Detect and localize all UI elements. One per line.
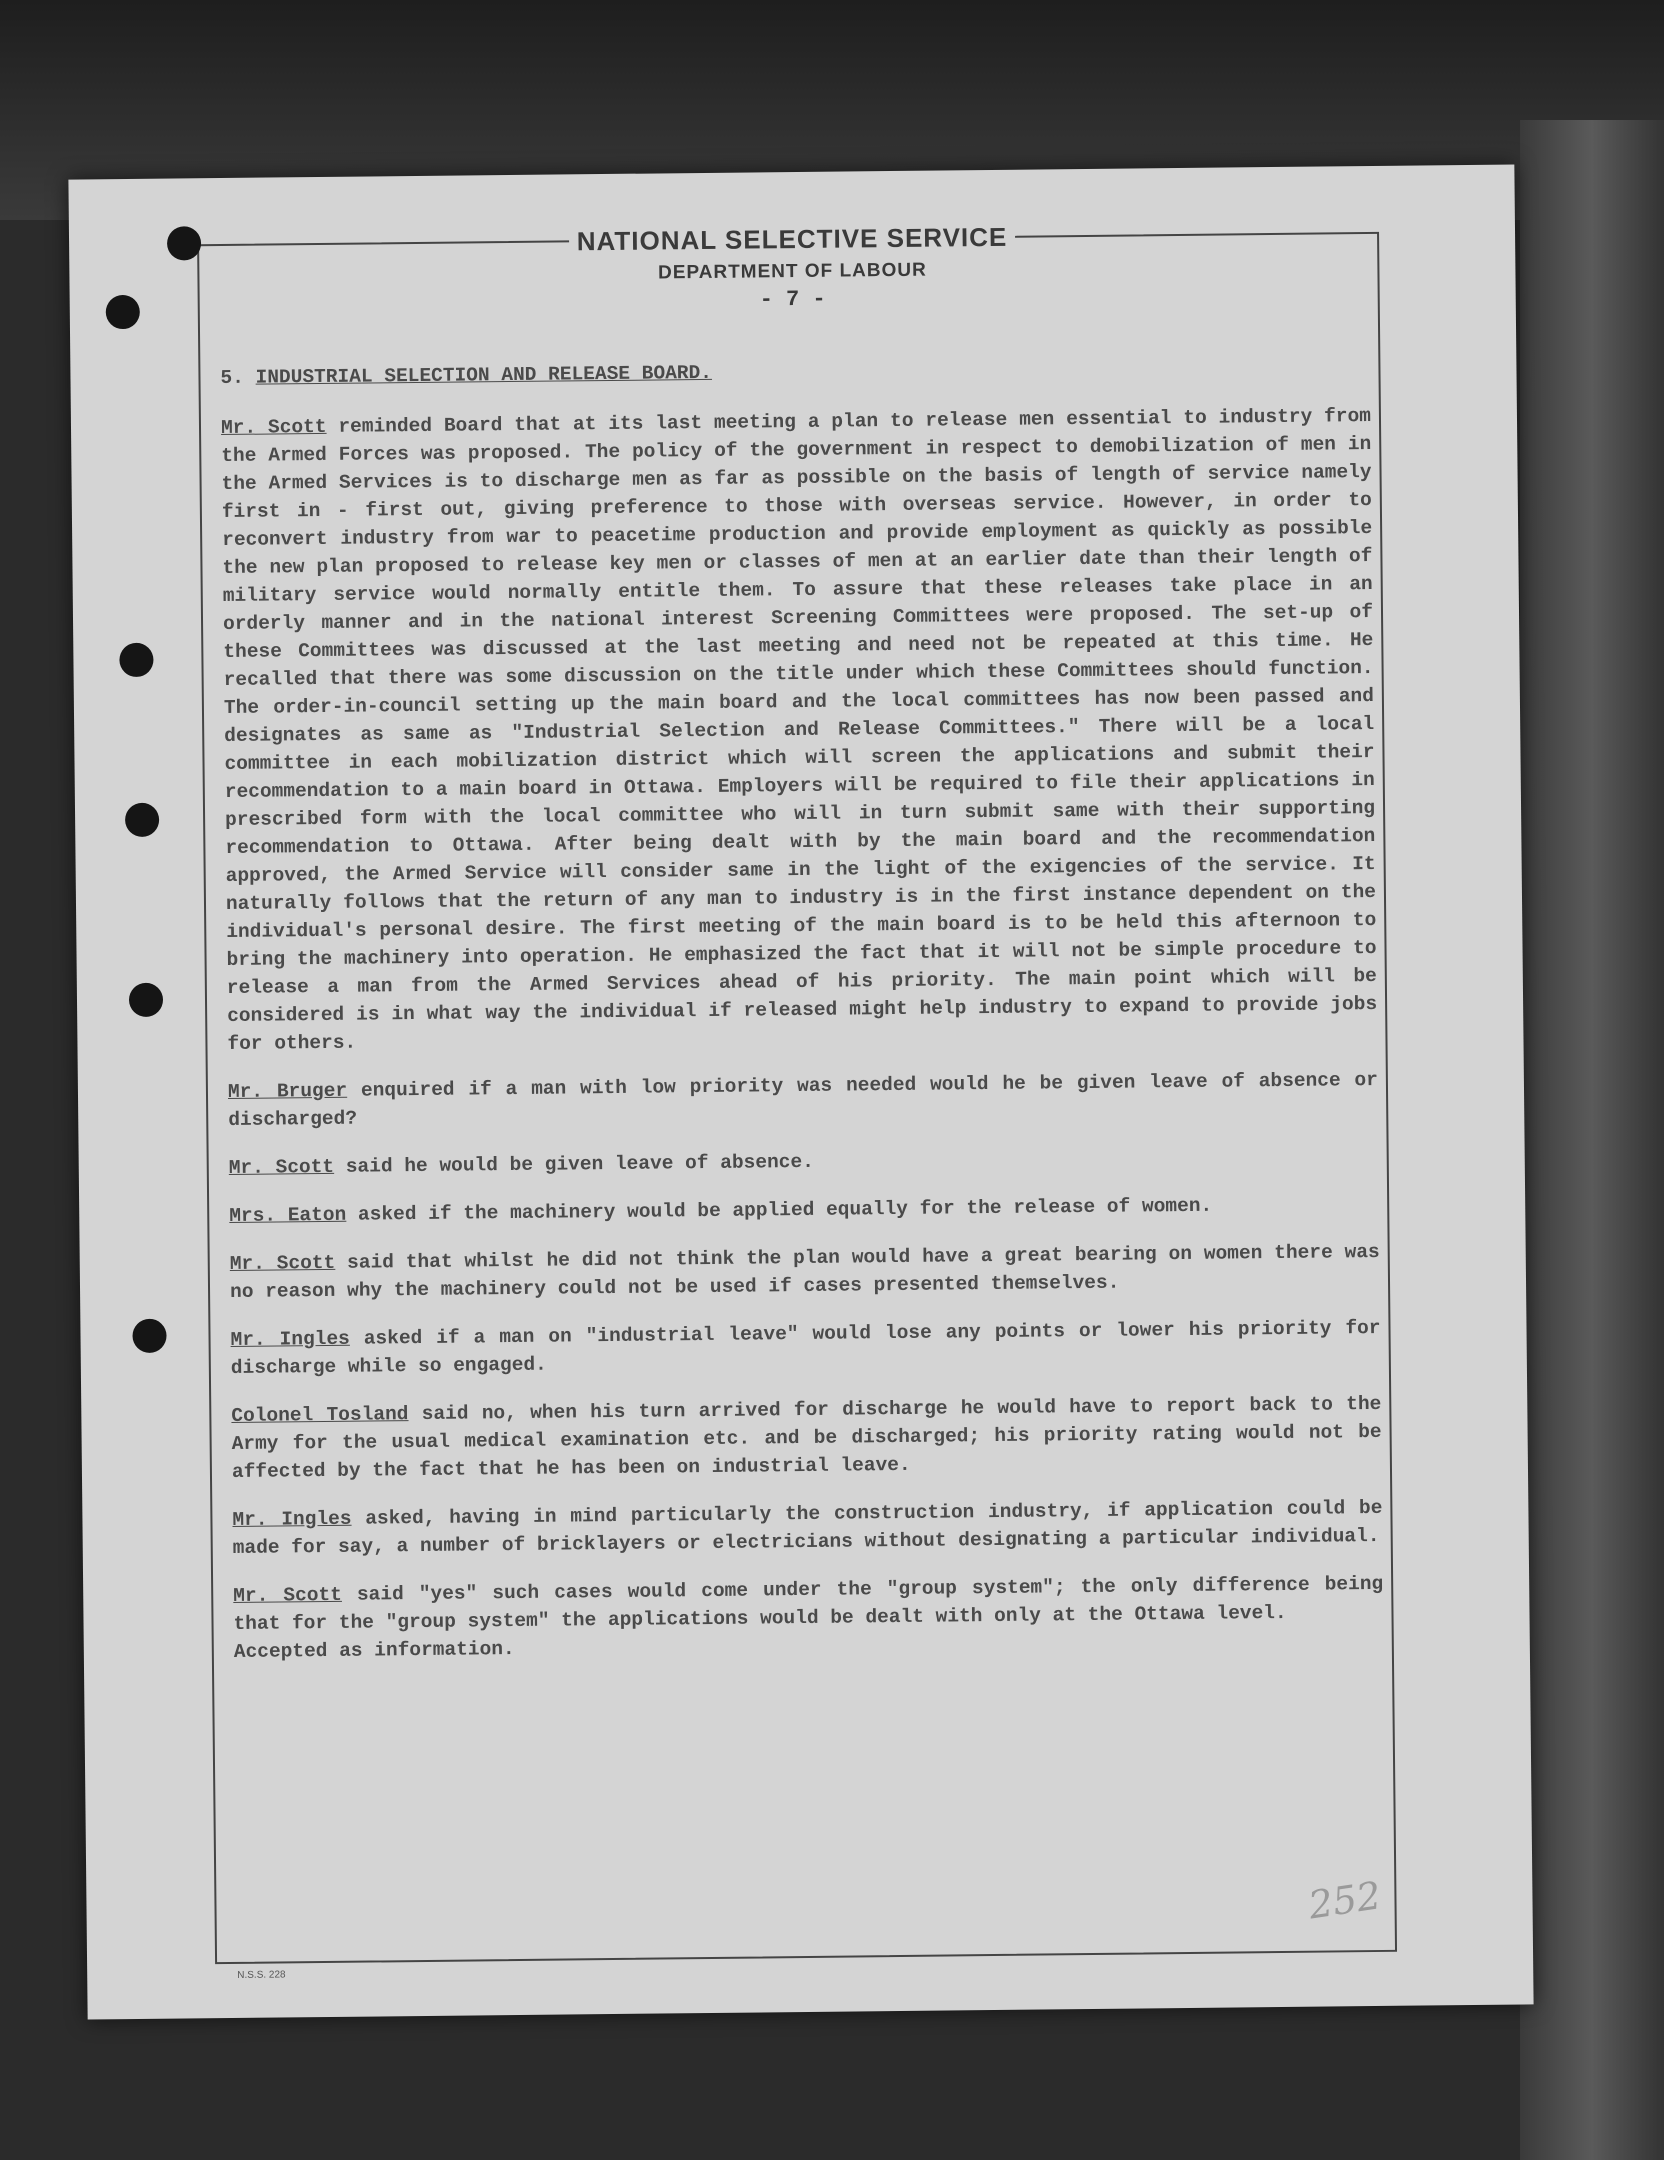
minutes-paragraph — [228, 1066, 1379, 1134]
punch-hole — [125, 803, 159, 837]
minutes-paragraph — [229, 1142, 1379, 1182]
speaker-name: Colonel Tosland — [231, 1403, 409, 1427]
punch-hole — [132, 1319, 166, 1353]
minutes-paragraph — [232, 1494, 1383, 1562]
speaker-name: Mr. Scott — [220, 415, 327, 440]
paragraph-text: asked, having in mind particularly the construction industry, if application could be made for say, a number of bricklayers or electricians without designating a particular individual. — [232, 1496, 1383, 1559]
page-number: - 7 - — [759, 286, 826, 313]
form-code: N.S.S. 228 — [237, 1969, 286, 1981]
speaker-name: Mr. Ingles — [232, 1507, 352, 1531]
section-title: INDUSTRIAL SELECTION AND RELEASE BOARD. — [255, 361, 713, 389]
handwritten-page-number: 252 — [1305, 1873, 1384, 1928]
paragraph-text: said no, when his turn arrived for discharge he would have to report back to the Army for the usual medical examination etc. and be discharged; his priority rating would not be affected by the fact that he has been on industrial leave. — [231, 1392, 1382, 1483]
punch-hole — [119, 643, 153, 677]
organization-name: NATIONAL SELECTIVE SERVICE — [569, 222, 1016, 258]
minutes-paragraph — [221, 402, 1378, 1058]
speaker-name: Mr. Ingles — [230, 1327, 350, 1351]
minutes-paragraph — [230, 1314, 1381, 1382]
paragraph-text: enquired if a man with low priority was needed would he be given leave of absence or discharged? — [228, 1068, 1379, 1131]
minutes-paragraph — [233, 1570, 1384, 1666]
letterhead — [69, 216, 1516, 319]
paragraph-text: said that whilst he did not think the plan would have a great bearing on women there was no reason why the machinery could not be used if cases presented themselves. — [229, 1240, 1380, 1303]
speaker-name: Mr. Bruger — [227, 1079, 348, 1103]
minutes-paragraph — [230, 1238, 1381, 1306]
paragraph-text: said "yes" such cases would come under the "group system"; the only difference being that for the "group system" the applications would be dealt with only at the Ottawa level. — [233, 1572, 1384, 1635]
speaker-name: Mr. Scott — [229, 1251, 336, 1275]
minutes-paragraph — [231, 1390, 1382, 1486]
closing-note: Accepted as information. — [233, 1638, 515, 1663]
punch-hole — [129, 983, 163, 1017]
background-right — [1520, 120, 1664, 2160]
paragraph-text: reminded Board that at its last meeting a plan to release men essential to industry from the Armed Forces was proposed. The policy of the government in respect to demobilization of men in the Armed Services is to discharge men as far as possible on the basis of length of service namely first in - first out, giving preference to those with overseas service. However, in order to reconvert industry from war to peacetime production and provide employment as quickly as possible the new plan proposed to release key men or classes of men at an earlier date than their length of military service would normally entitle them. To assure that these releases take place in an orderly manner and in the national interest Screening Committees were proposed. The set-up of these Committees was discussed at the last meeting and need not be repeated at this time. He recalled that there was some discussion on the title under which these Committees should function. The order-in-council setting up the main board and the local committees has now been passed and designates as same as "Industrial Selection and Release Committees." There will be a local committee in each mobilization district which will screen the applications and submit their recommendation to a main board in Ottawa. Employers will be required to file their applications in prescribed form with the local committee who will in turn submit same with their supporting recommendation to Ottawa. After being dealt with by the main board and the recommendation approved, the Armed Service will consider same in the light of the exigencies of the service. It naturally follows that the return of any man to industry is in the first instance dependent on the individual's personal desire. The first meeting of the main board is to be held this afternoon to bring the machinery into operation. He emphasized the fact that it will not be simple procedure to release a man from the Armed Services ahead of his priority. The main point which will be considered is in what way the individual if released might help industry to expand to provide jobs for others. — [221, 404, 1378, 1056]
speaker-name: Mr. Scott — [233, 1583, 343, 1607]
document-page — [68, 164, 1533, 2019]
speaker-name: Mr. Scott — [228, 1155, 335, 1179]
paragraph-text: asked if the machinery would be applied equally for the release of women. — [346, 1194, 1213, 1226]
section-number: 5. — [220, 366, 245, 390]
paragraph-text: asked if a man on "industrial leave" would lose any points or lower his priority for discharge while so engaged. — [230, 1316, 1381, 1379]
minutes-body — [220, 352, 1384, 1666]
paragraph-text: said he would be given leave of absence. — [333, 1150, 814, 1178]
department-name: DEPARTMENT OF LABOUR — [657, 259, 927, 284]
minutes-paragraph — [229, 1190, 1379, 1230]
speaker-name: Mrs. Eaton — [229, 1203, 347, 1227]
